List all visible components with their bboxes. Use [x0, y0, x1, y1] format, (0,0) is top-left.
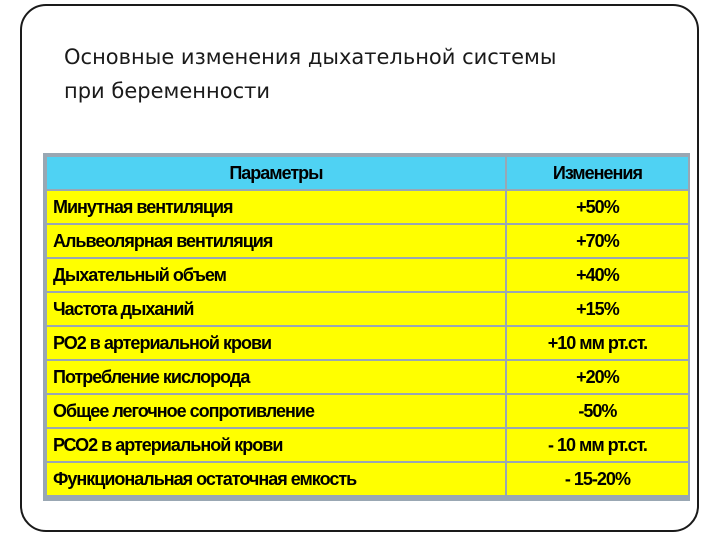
slide-title: Основные изменения дыхательной системы при беременности — [64, 45, 557, 103]
parameter-cell: Общее легочное сопротивление — [47, 395, 505, 427]
parameter-cell: РО2 в артериальной крови — [47, 327, 505, 359]
table-row — [47, 225, 688, 257]
header-changes: Изменения — [507, 157, 688, 189]
change-cell: - 10 мм рт.ст. — [507, 429, 688, 461]
header-parameters: Параметры — [47, 157, 505, 189]
change-cell: - 15-20% — [507, 463, 688, 495]
table-row — [47, 395, 688, 427]
table-row — [47, 293, 688, 325]
table-row — [47, 259, 688, 291]
change-cell: +70% — [507, 225, 688, 257]
parameter-cell: Дыхательный объем — [47, 259, 505, 291]
parameter-cell: РСО2 в артериальной крови — [47, 429, 505, 461]
change-cell: +50% — [507, 191, 688, 223]
change-cell: +20% — [507, 361, 688, 393]
parameter-cell: Минутная вентиляция — [47, 191, 505, 223]
table-row — [47, 463, 688, 495]
table-row — [47, 327, 688, 359]
parameters-table-grid — [45, 155, 690, 497]
parameters-table — [43, 153, 690, 501]
change-cell: +10 мм рт.ст. — [507, 327, 688, 359]
change-cell: +40% — [507, 259, 688, 291]
change-cell: -50% — [507, 395, 688, 427]
table-row — [47, 191, 688, 223]
parameter-cell: Частота дыханий — [47, 293, 505, 325]
parameter-cell: Функциональная остаточная емкость — [47, 463, 505, 495]
table-row — [47, 429, 688, 461]
table-header-row — [47, 157, 688, 189]
table-row — [47, 361, 688, 393]
parameter-cell: Потребление кислорода — [47, 361, 505, 393]
change-cell: +15% — [507, 293, 688, 325]
parameter-cell: Альвеолярная вентиляция — [47, 225, 505, 257]
